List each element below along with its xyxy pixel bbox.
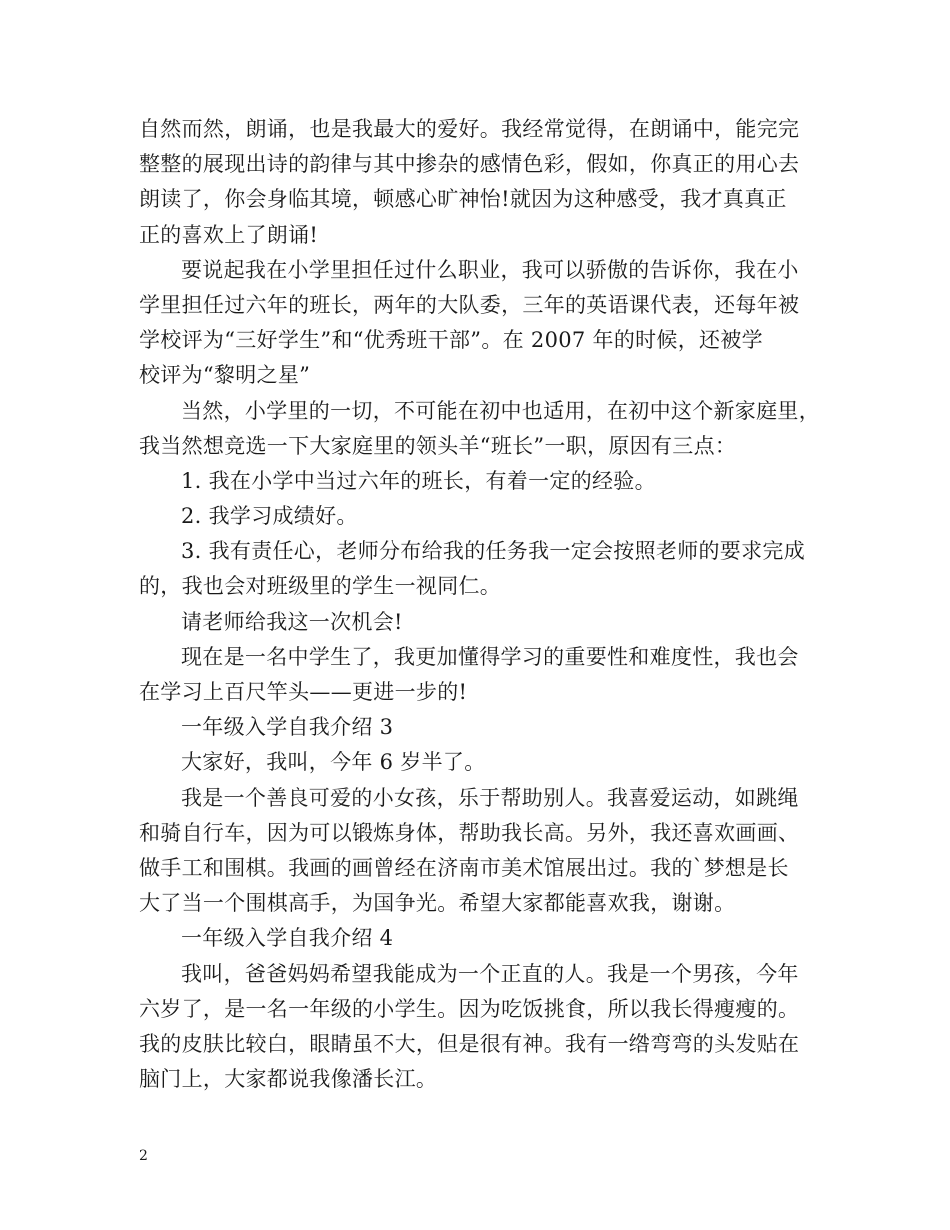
- text-line: 整整的展现出诗的韵律与其中掺杂的感情色彩，假如，你真正的用心去: [139, 152, 800, 177]
- page-number: 2: [139, 1148, 148, 1164]
- body-text: [139, 112, 819, 1097]
- text-line: 学校评为“三好学生”和“优秀班干部”。在 2007 年的时候，还被学: [139, 328, 763, 353]
- text-line: 六岁了，是一名一年级的小学生。因为吃饭挑食，所以我长得瘦瘦的。: [139, 996, 800, 1021]
- text-line: 我叫，爸爸妈妈希望我能成为一个正直的人。我是一个男孩，今年: [181, 961, 799, 986]
- text-line: 自然而然，朗诵，也是我最大的爱好。我经常觉得，在朗诵中，能完完: [139, 117, 800, 141]
- text-line: 一年级入学自我介绍 4: [181, 926, 394, 951]
- text-line: 校评为“黎明之星”: [139, 363, 311, 388]
- text-line: 要说起我在小学里担任过什么职业，我可以骄傲的告诉你，我在小: [181, 257, 799, 282]
- text-line: 一年级入学自我介绍 3: [181, 715, 394, 740]
- text-line: 现在是一名中学生了，我更加懂得学习的重要性和难度性，我也会: [181, 644, 799, 669]
- text-line: 我的皮肤比较白，眼睛虽不大，但是很有神。我有一绺弯弯的头发贴在: [139, 1031, 800, 1056]
- text-line: 2. 我学习成绩好。: [181, 504, 358, 529]
- text-line: 大了当一个围棋高手，为国争光。希望大家都能喜欢我，谢谢。: [139, 891, 736, 916]
- text-line: 3. 我有责任心，老师分布给我的任务我一定会按照老师的要求完成: [181, 539, 806, 564]
- text-line: 请老师给我这一次机会!: [181, 609, 403, 634]
- text-line: 朗读了，你会身临其境，顿感心旷神怡!就因为这种感受，我才真真正: [139, 187, 787, 212]
- text-line: 脑门上，大家都说我像潘长江。: [139, 1067, 438, 1092]
- text-line: 正的喜欢上了朗诵!: [139, 222, 319, 247]
- text-line: 和骑自行车，因为可以锻炼身体，帮助我长高。另外，我还喜欢画画、: [139, 820, 800, 845]
- text-line: 我是一个善良可爱的小女孩，乐于帮助别人。我喜爱运动，如跳绳: [181, 785, 799, 810]
- text-line: 当然，小学里的一切，不可能在初中也适用，在初中这个新家庭里，: [181, 398, 820, 423]
- text-line: 的，我也会对班级里的学生一视同仁。: [139, 574, 502, 599]
- text-line: 在学习上百尺竿头——更进一步的!: [139, 680, 468, 704]
- text-line: 1. 我在小学中当过六年的班长，有着一定的经验。: [181, 468, 656, 493]
- text-line: 做手工和围棋。我画的画曾经在济南市美术馆展出过。我的`梦想是长: [139, 855, 789, 880]
- text-line: 大家好，我叫，今年 6 岁半了。: [181, 750, 486, 775]
- text-line: 学里担任过六年的班长，两年的大队委，三年的英语课代表，还每年被: [139, 292, 800, 317]
- text-line: 我当然想竞选一下大家庭里的领头羊“班长”一职，原因有三点：: [139, 433, 737, 458]
